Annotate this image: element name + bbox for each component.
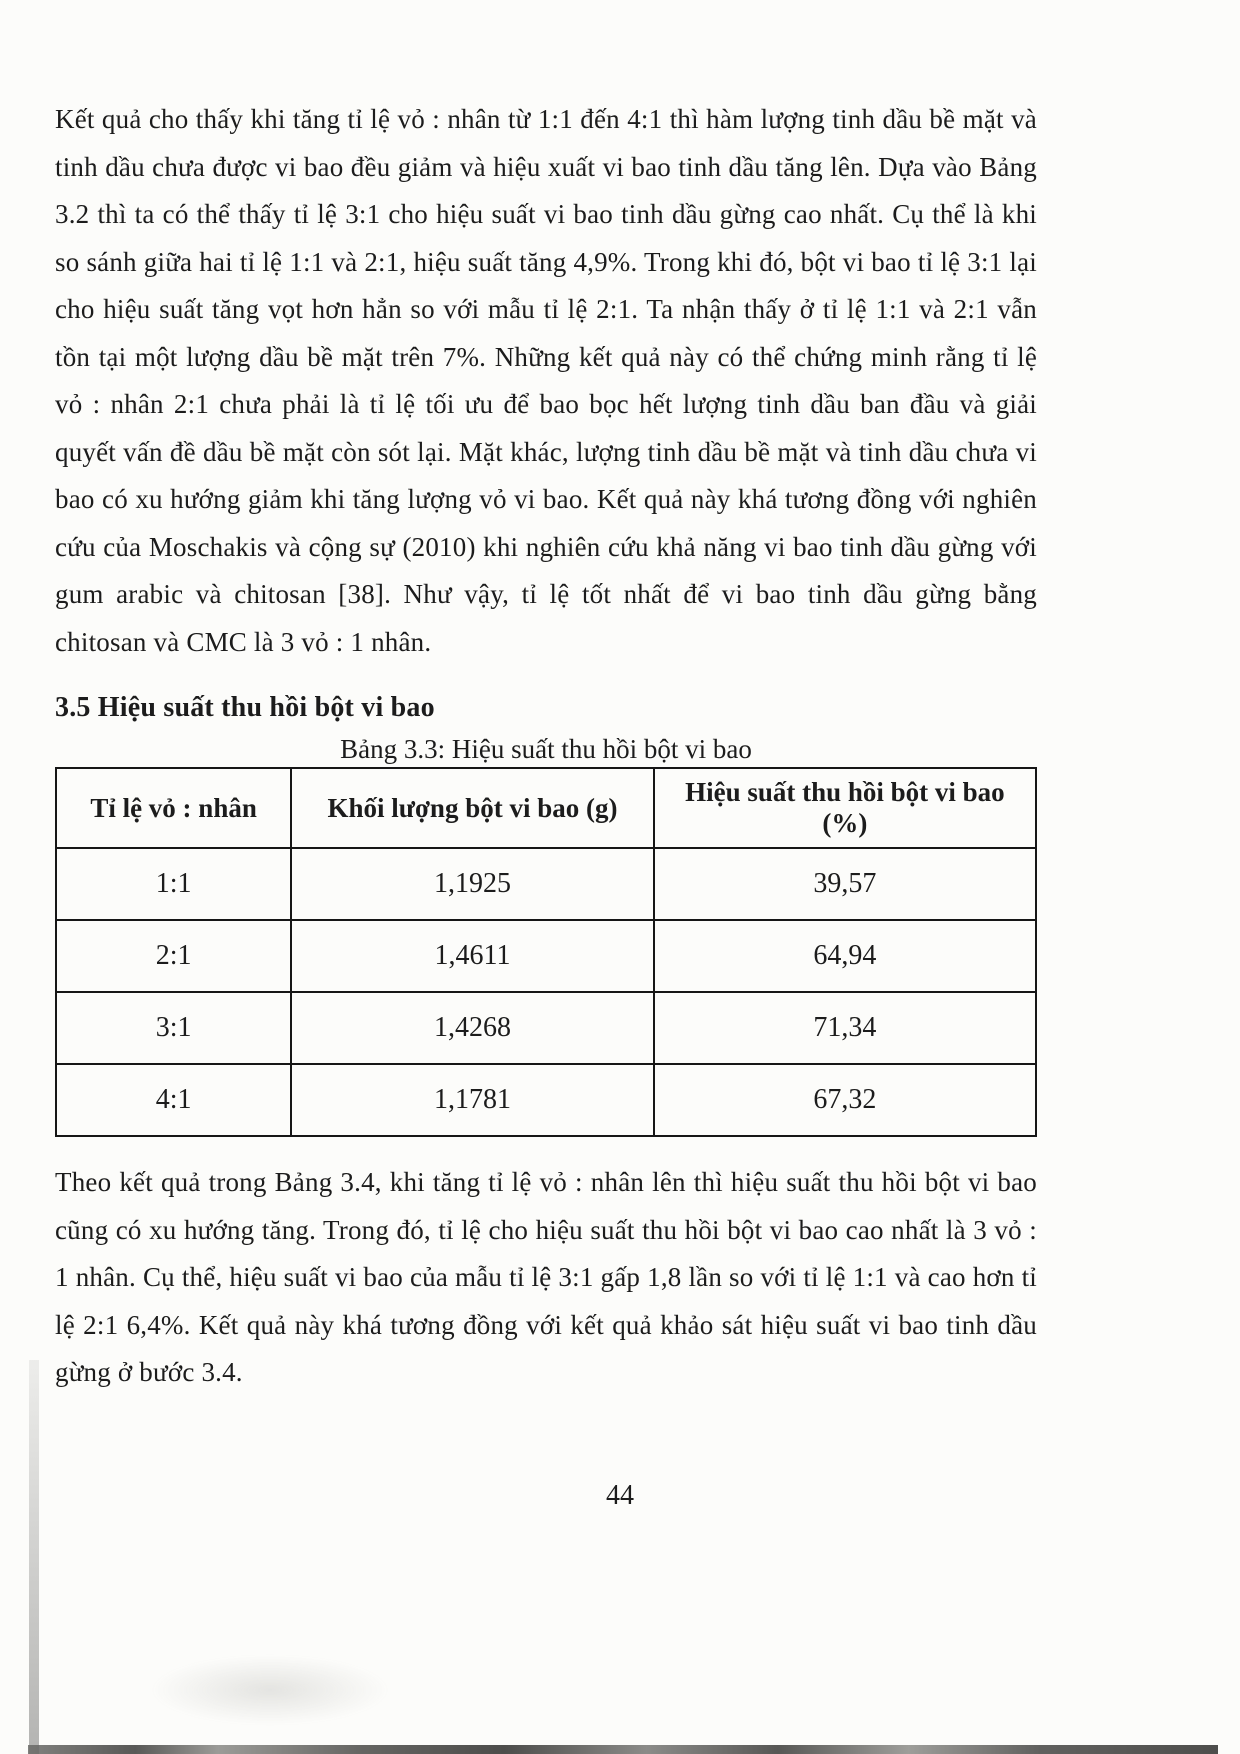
page-content xyxy=(55,96,1037,1403)
table-cell-yield: 39,57 xyxy=(654,848,1036,920)
table-row xyxy=(56,848,1036,920)
table-cell-mass: 1,4268 xyxy=(291,992,654,1064)
table-row xyxy=(56,992,1036,1064)
table-row xyxy=(56,1064,1036,1136)
paragraph-2: Theo kết quả trong Bảng 3.4, khi tăng tỉ lệ vỏ : nhân lên thì hiệu suất thu hồi bột vi bao cũng có xu hướng tăng. Trong đó, tỉ lệ cho hiệu suất thu hồi bột vi bao cao nhất là 3 vỏ : 1 nhân. Cụ thể, hiệu suất vi bao của mẫu tỉ lệ 3:1 gấp 1,8 lần so với tỉ lệ 1:1 và cao hơn tỉ lệ 2:1 6,4%. Kết quả này khá tương đồng với kết quả khảo sát hiệu suất vi bao tinh dầu gừng ở bước 3.4. xyxy=(55,1167,1037,1388)
scan-artifact-left-strip xyxy=(29,1360,39,1754)
table-cell-yield: 71,34 xyxy=(654,992,1036,1064)
section-heading: 3.5 Hiệu suất thu hồi bột vi bao xyxy=(55,692,435,724)
table-header-mass: Khối lượng bột vi bao (g) xyxy=(291,768,654,848)
paragraph-1: Kết quả cho thấy khi tăng tỉ lệ vỏ : nhân từ 1:1 đến 4:1 thì hàm lượng tinh dầu bề mặt và tinh dầu chưa được vi bao đều giảm và hiệu xuất vi bao tinh dầu tăng lên. Dựa vào Bảng 3.2 thì ta có thể thấy tỉ lệ 3:1 cho hiệu suất vi bao tinh dầu gừng cao nhất. Cụ thể là khi so sánh giữa hai tỉ lệ 1:1 và 2:1, hiệu suất tăng 4,9%. Trong khi đó, bột vi bao tỉ lệ 3:1 lại cho hiệu suất tăng vọt hơn hẳn so với mẫu tỉ lệ 2:1. Ta nhận thấy ở tỉ lệ 1:1 và 2:1 vẫn tồn tại một lượng dầu bề mặt trên 7%. Những kết quả này có thể chứng minh rằng tỉ lệ vỏ : nhân 2:1 chưa phải là tỉ lệ tối ưu để bao bọc hết lượng tinh dầu ban đầu và giải quyết vấn đề dầu bề mặt còn sót lại. Mặt khác, lượng tinh dầu bề mặt và tinh dầu chưa vi bao có xu hướng giảm khi tăng lượng vỏ vi bao. Kết quả này khá tương đồng với nghiên cứu của Moschakis và cộng sự (2010) khi nghiên cứu khả năng vi bao tinh dầu gừng với gum arabic và chitosan [38]. Như vậy, tỉ lệ tốt nhất để vi bao tinh dầu gừng bằng chitosan và CMC là 3 vỏ : 1 nhân. xyxy=(55,104,1037,657)
table-cell-yield: 67,32 xyxy=(654,1064,1036,1136)
table-row xyxy=(56,920,1036,992)
results-table xyxy=(55,767,1037,1137)
table-header-yield: Hiệu suất thu hồi bột vi bao (%) xyxy=(654,768,1036,848)
table-cell-ratio: 3:1 xyxy=(56,992,291,1064)
table-header-ratio: Tỉ lệ vỏ : nhân xyxy=(56,768,291,848)
table-cell-mass: 1,4611 xyxy=(291,920,654,992)
table-cell-ratio: 2:1 xyxy=(56,920,291,992)
table-header-row xyxy=(56,768,1036,848)
scan-artifact-bottom-band xyxy=(28,1745,1218,1754)
table-cell-mass: 1,1781 xyxy=(291,1064,654,1136)
table-cell-ratio: 1:1 xyxy=(56,848,291,920)
page-number: 44 xyxy=(606,1480,634,1511)
table-cell-ratio: 4:1 xyxy=(56,1064,291,1136)
table-cell-mass: 1,1925 xyxy=(291,848,654,920)
scan-artifact-smudge xyxy=(150,1655,390,1725)
table-cell-yield: 64,94 xyxy=(654,920,1036,992)
table-caption: Bảng 3.3: Hiệu suất thu hồi bột vi bao xyxy=(340,734,752,765)
